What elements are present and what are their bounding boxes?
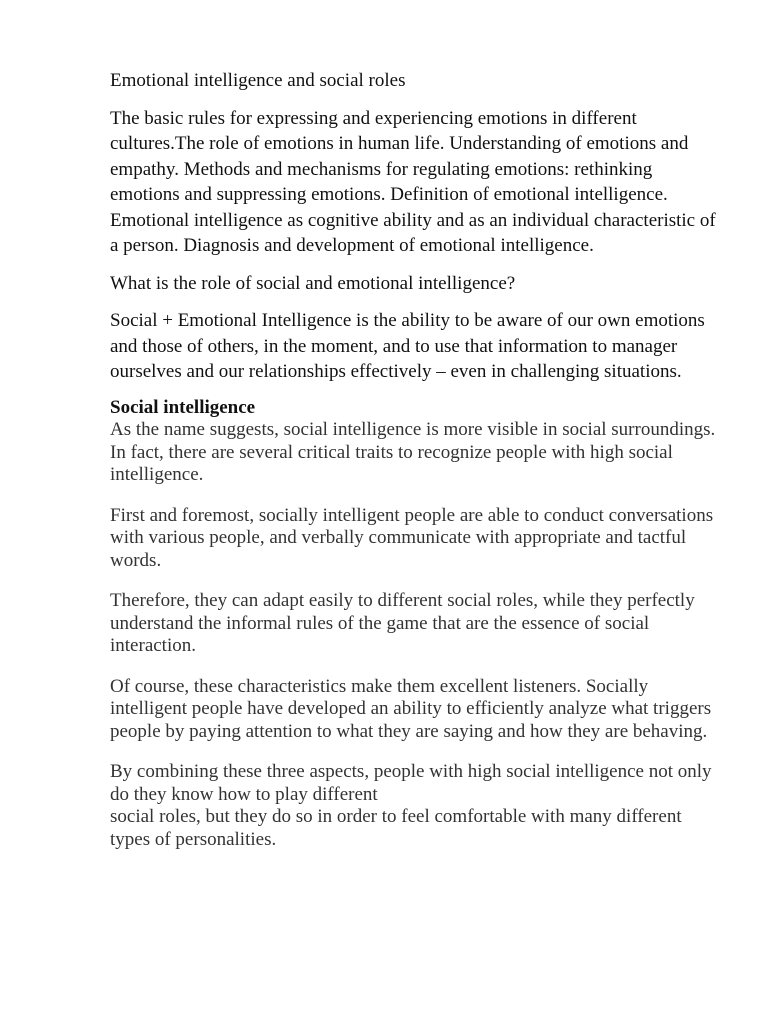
document-title: Emotional intelligence and social roles <box>110 70 406 91</box>
section-paragraph-3: Therefore, they can adapt easily to different social roles, while they perfectly understand the informal rules of the game that are the essence of social interaction. <box>110 590 695 656</box>
section-paragraph-2: First and foremost, socially intelligent people are able to conduct conversations with various people, and verbally communicate with appropriate and tactful words. <box>110 504 714 571</box>
section-paragraph-4: Of course, these characteristics make them excellent listeners. Socially intelligent people have developed an ability to efficiently analyze what triggers people by paying attention to what they are saying and how they are behaving. <box>110 675 712 742</box>
section-paragraph-1: As the name suggests, social intelligence is more visible in social surroundings. In fact, there are several critical traits to recognize people with high social intelligence. <box>110 419 716 485</box>
section-paragraph-5 <box>110 761 720 851</box>
section-heading: Social intelligence <box>110 396 256 418</box>
intro-paragraph: The basic rules for expressing and experiencing emotions in different cultures.The role of emotions in human life. Understanding of emotions and empathy. Methods and mechanisms for regulating emotions: rethinking emotions and suppressing emotions. Definition of emotional intelligence. Emotional intelligence as cognitive ability and as an individual characteristic of a person. Diagnosis and development of emotional intelligence. <box>110 107 716 256</box>
question-paragraph: What is the role of social and emotional intelligence? <box>110 272 516 294</box>
section-paragraph-5-line-1: By combining these three aspects, people with high social intelligence not only do they know how to play different <box>110 761 712 805</box>
section-paragraph-5-line-2: social roles, but they do so in order to feel comfortable with many different types of personalities. <box>110 806 682 850</box>
document-page <box>110 68 720 869</box>
definition-paragraph: Social + Emotional Intelligence is the ability to be aware of our own emotions and those of others, in the moment, and to use that information to manager ourselves and our relationships effectively – even in challenging situations. <box>110 310 705 382</box>
